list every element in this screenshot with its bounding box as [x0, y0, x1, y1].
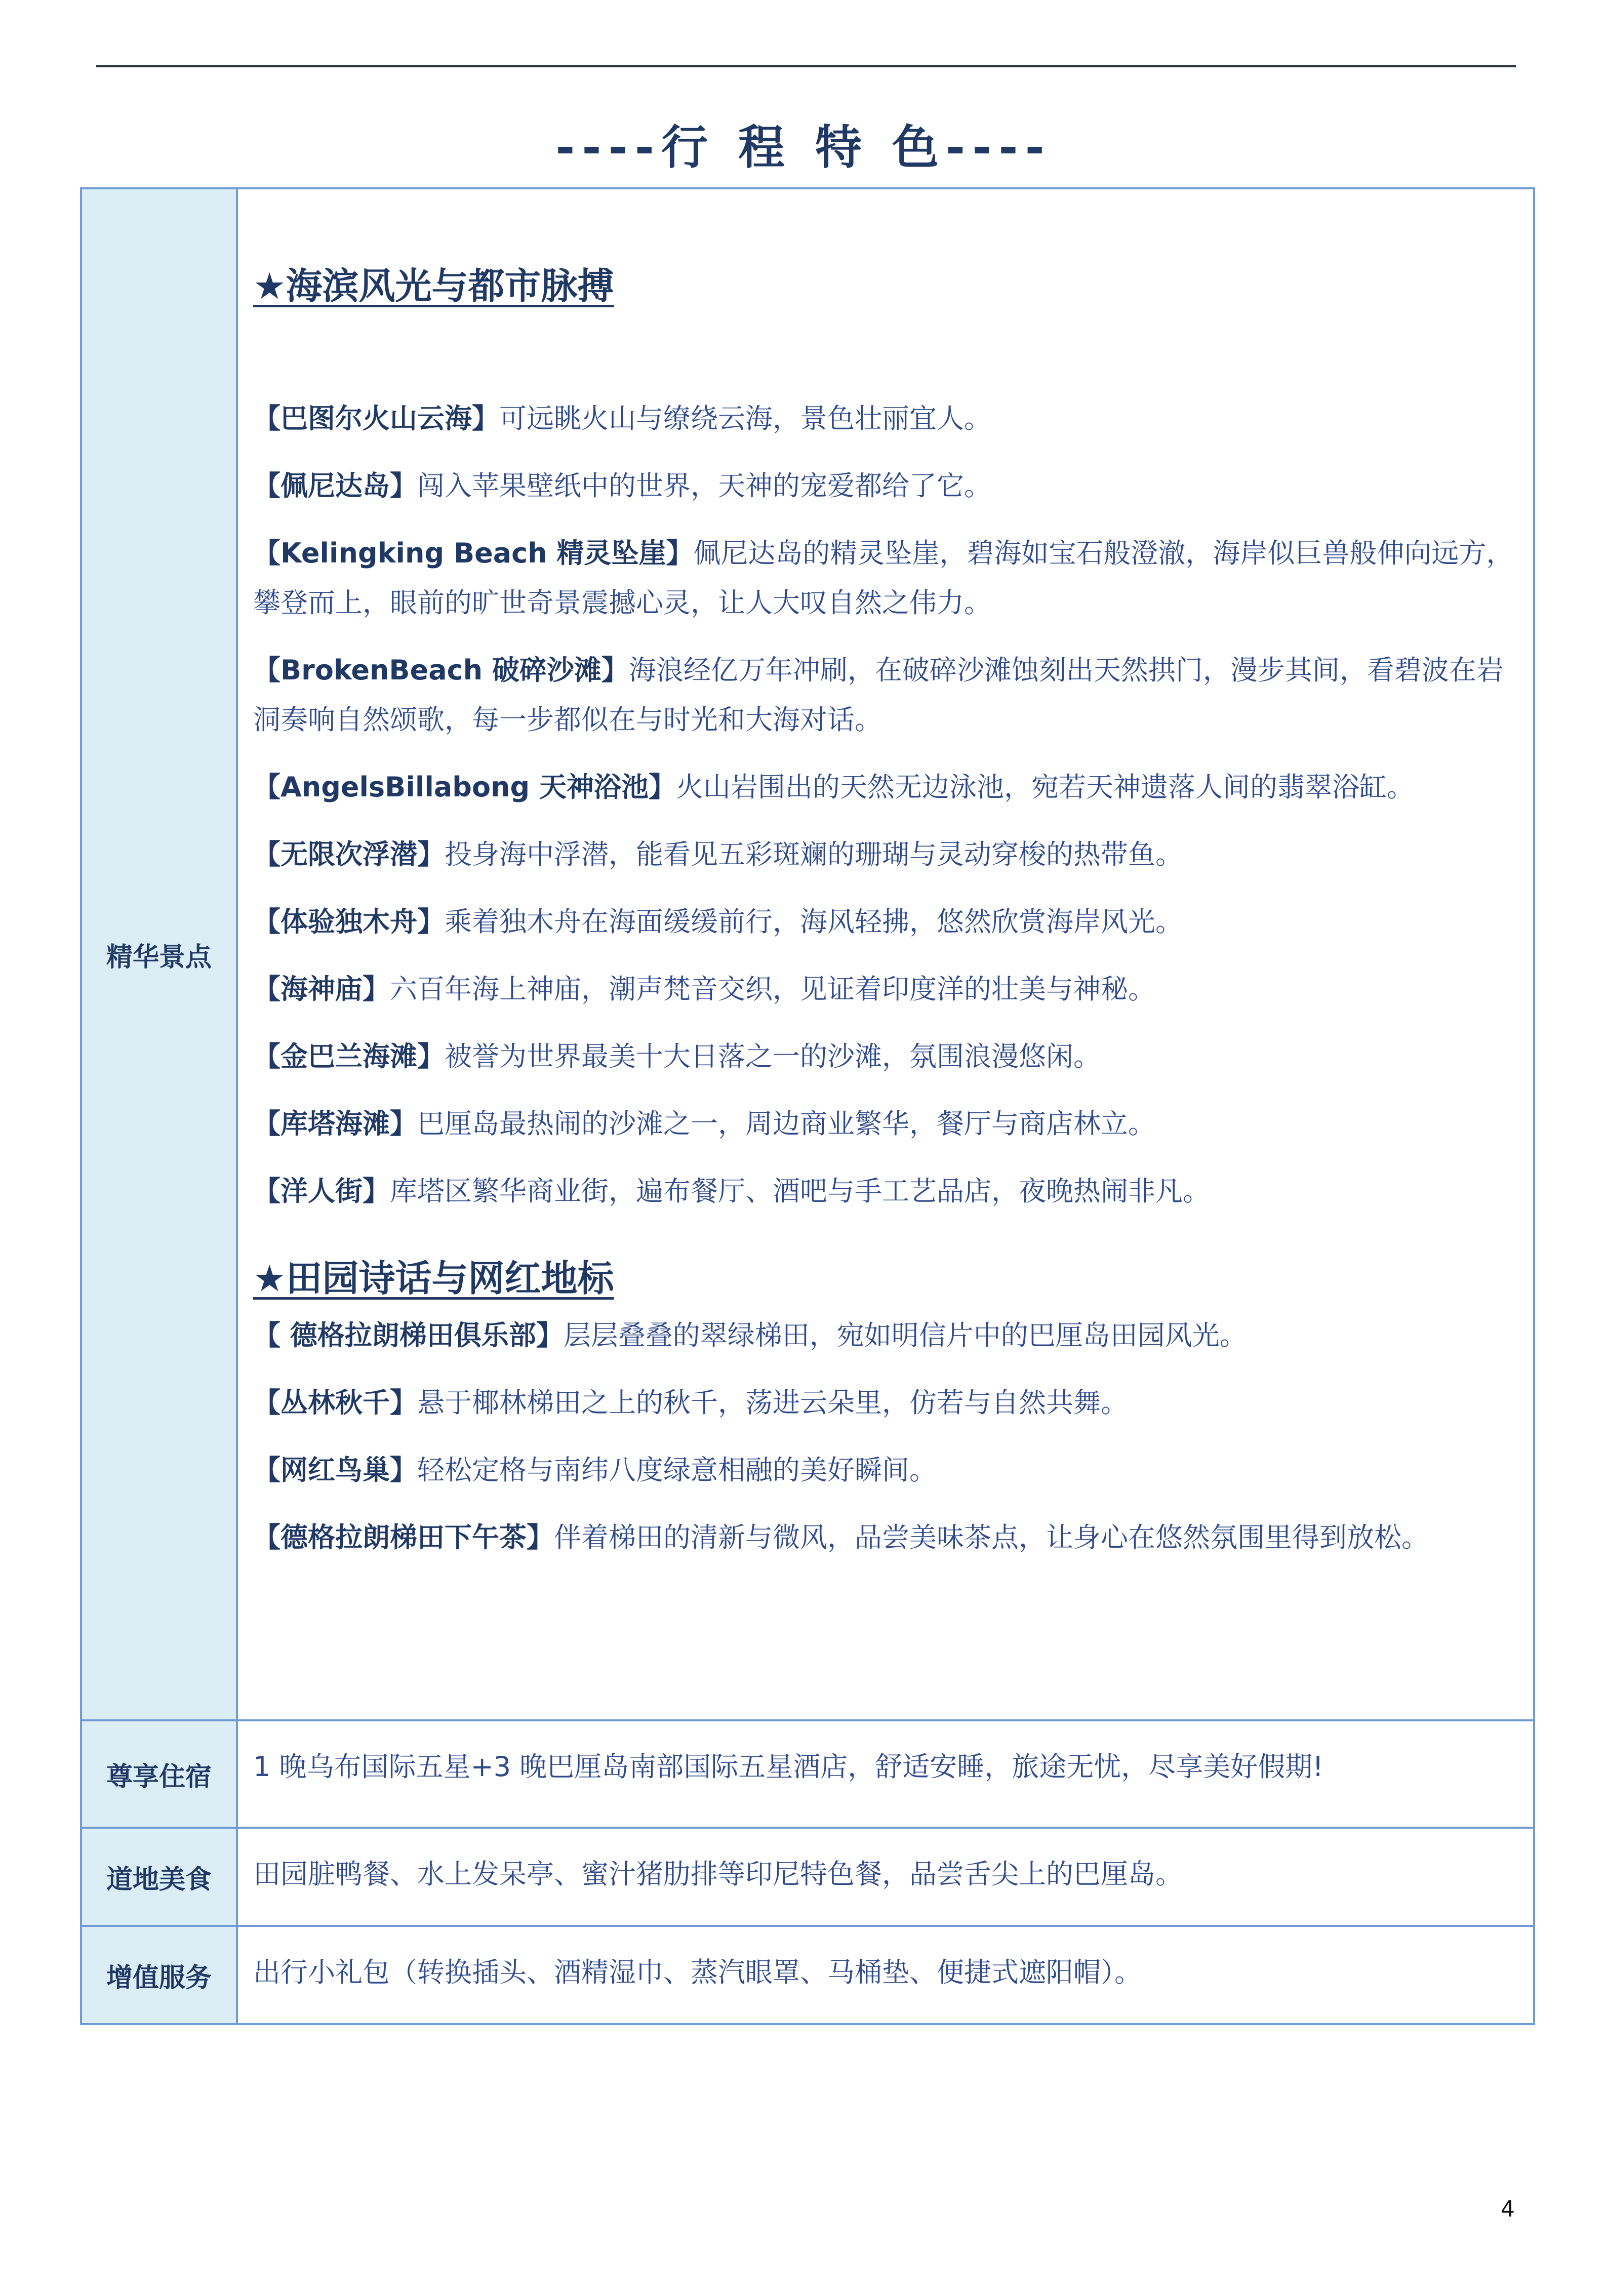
hotel-content: [237, 1720, 1534, 1828]
list-item: [253, 1166, 1521, 1216]
item-name: 【AngelsBillabong 天神浴池】: [253, 771, 676, 803]
list-item: [253, 529, 1521, 628]
page-number: 4: [1501, 2196, 1515, 2222]
item-name: 【洋人街】: [253, 1175, 390, 1207]
row-label-food: 道地美食: [81, 1828, 237, 1926]
item-text: 火山岩围出的天然无边泳池，宛若天神遗落人间的翡翠浴缸。: [675, 771, 1414, 803]
item-name: 【巴图尔火山云海】: [253, 402, 499, 435]
item-text: 六百年海上神庙，潮声梵音交织，见证着印度洋的壮美与神秘。: [390, 973, 1155, 1005]
item-name: 【Kelingking Beach 精灵坠崖】: [253, 537, 694, 570]
list-item: [253, 461, 1521, 511]
service-content: [237, 1926, 1534, 2024]
list-item: [253, 1513, 1521, 1562]
item-text: 乘着独木舟在海面缓缓前行，海风轻拂，悠然欣赏海岸风光。: [445, 906, 1183, 938]
item-name: 【 德格拉朗梯田俱乐部】: [253, 1319, 564, 1351]
list-item: [253, 897, 1521, 947]
item-name: 【金巴兰海滩】: [253, 1040, 445, 1073]
table-row-service: [81, 1926, 1534, 2024]
list-item: [253, 646, 1521, 745]
item-name: 【网红鸟巢】: [253, 1454, 417, 1486]
item-name: 【海神庙】: [253, 973, 390, 1005]
table-row-highlights: [81, 188, 1534, 1720]
list-item: [253, 1445, 1521, 1495]
page-title: ----行 程 特 色----: [555, 120, 1052, 175]
item-text: 巴厘岛最热闹的沙滩之一，周边商业繁华，餐厅与商店林立。: [417, 1108, 1155, 1140]
list-item: [253, 762, 1521, 812]
item-name: 【佩尼达岛】: [253, 470, 417, 502]
item-name: 【无限次浮潜】: [253, 838, 445, 871]
item-text: 库塔区繁华商业街，遍布餐厅、酒吧与手工艺品店，夜晚热闹非凡。: [390, 1175, 1210, 1207]
item-text: 伴着梯田的清新与微风，品尝美味茶点，让身心在悠然氛围里得到放松。: [554, 1521, 1429, 1553]
item-name: 【丛林秋千】: [253, 1386, 417, 1419]
item-text: 闯入苹果壁纸中的世界，天神的宠爱都给了它。: [417, 470, 991, 502]
highlights-content: [237, 188, 1534, 1720]
list-item: [253, 1032, 1521, 1081]
item-text: 投身海中浮潜，能看见五彩斑斓的珊瑚与灵动穿梭的热带鱼。: [445, 838, 1183, 871]
section-heading-countryside: ★田园诗话与网红地标: [253, 1257, 614, 1300]
item-name: 【BrokenBeach 破碎沙滩】: [253, 654, 629, 687]
list-item: [253, 1099, 1521, 1149]
list-item: [253, 830, 1521, 879]
item-text: 悬于椰林梯田之上的秋千，荡进云朵里，仿若与自然共舞。: [417, 1386, 1128, 1419]
food-text: 田园脏鸭餐、水上发呆亭、蜜汁猪肋排等印尼特色餐，品尝舌尖上的巴厘岛。: [253, 1858, 1183, 1890]
table-row-food: [81, 1828, 1534, 1926]
service-text: 出行小礼包（转换插头、酒精湿巾、蒸汽眼罩、马桶垫、便捷式遮阳帽）。: [253, 1956, 1142, 1988]
item-name: 【库塔海滩】: [253, 1108, 417, 1140]
row-label-service: 增值服务: [81, 1926, 237, 2024]
item-text: 轻松定格与南纬八度绿意相融的美好瞬间。: [417, 1454, 937, 1486]
row-label-hotel: 尊享住宿: [81, 1720, 237, 1828]
row-label-highlights: 精华景点: [81, 188, 237, 1720]
item-text: 可远眺火山与缭绕云海，景色壮丽宜人。: [499, 402, 991, 435]
item-text: 层层叠叠的翠绿梯田，宛如明信片中的巴厘岛田园风光。: [563, 1319, 1247, 1351]
hotel-text: 1 晚乌布国际五星+3 晚巴厘岛南部国际五星酒店，舒适安睡，旅途无忧，尽享美好假期!: [253, 1751, 1323, 1783]
list-item: [253, 1311, 1521, 1360]
item-text: 海浪经亿万年冲刷，在破碎沙滩蚀刻出天然拱门，漫步其间，看碧波在岩洞奏响自然颂歌，每一步都似在与时光和大海对话。: [253, 654, 1504, 736]
item-text: 佩尼达岛的精灵坠崖，碧海如宝石般澄澈，海岸似巨兽般伸向远方，攀登而上，眼前的旷世奇景震撼心灵，让人大叹自然之伟力。: [253, 537, 1514, 619]
table-row-hotel: [81, 1720, 1534, 1828]
section-heading-seaside: ★海滨风光与都市脉搏: [253, 265, 614, 307]
features-table: [80, 187, 1535, 2025]
item-name: 【体验独木舟】: [253, 906, 445, 938]
header-rule: [96, 65, 1516, 67]
list-item: [253, 1378, 1521, 1428]
list-item: [253, 394, 1521, 444]
list-item: [253, 964, 1521, 1014]
food-content: [237, 1828, 1534, 1926]
item-text: 被誉为世界最美十大日落之一的沙滩，氛围浪漫悠闲。: [445, 1040, 1101, 1073]
item-name: 【德格拉朗梯田下午茶】: [253, 1521, 554, 1553]
